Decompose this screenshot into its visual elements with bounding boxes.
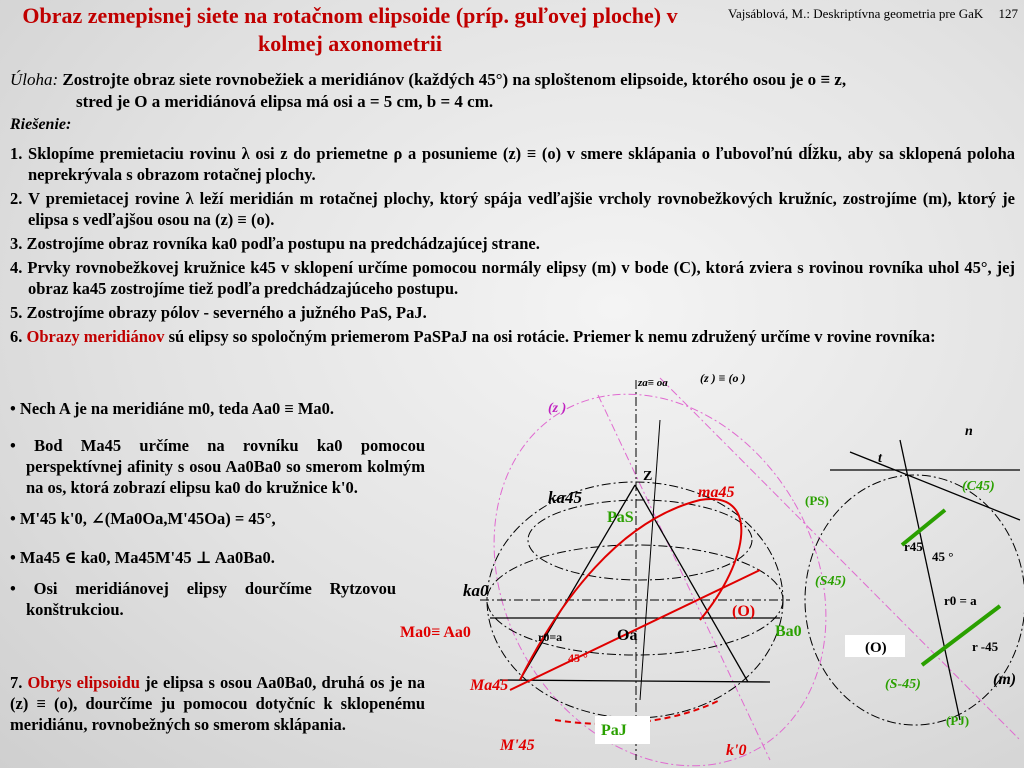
bullet-5: • Osi meridiánovej elipsy dourčíme Rytzovou konštrukciou. — [10, 579, 396, 619]
solid-lines — [490, 420, 1020, 720]
label-PJ-par: (PJ) — [946, 713, 970, 728]
outline-ellipses — [480, 380, 1024, 760]
bullet-1: • Nech A je na meridiáne m0, teda Aa0 ≡ Ma0. — [10, 399, 335, 418]
label-Ma45: Ma45 — [470, 677, 509, 694]
step-4: 4. Prvky rovnobežkovej kružnice k45 v sklopení určíme pomocou normály elipsy (m) v bode (C), ktorá zviera s rovinou rovníka uhol 45°, jej obraz ka45 zostrojíme tiež podľa predchádzajúceho postupu. — [10, 258, 1015, 298]
meridian-lines — [510, 499, 760, 724]
label-ka0: ka0 — [463, 581, 489, 600]
step-6-num: 6. — [10, 327, 27, 346]
label-angle45: 45 ° — [932, 549, 954, 564]
label-r45: r45 — [904, 539, 923, 554]
label-r0-eq-a: r0=a — [538, 630, 563, 644]
label-Oa: Oa — [617, 627, 638, 644]
label-ka45: ka45 — [548, 488, 582, 507]
label-angle45b: 45 ° — [568, 651, 588, 665]
label-O-par2: (O) — [865, 640, 887, 656]
label-M-prime-45: M'45 — [500, 737, 535, 754]
task-line-1: Zostrojte obraz siete rovnobežiek a meridiánov (každých 45°) na sploštenom elipsoide, ktorého osou je o ≡ z, — [62, 70, 847, 89]
page-number: 127 — [998, 6, 1018, 21]
label-m-par: (m) — [993, 671, 1017, 688]
step-2: 2. V premietacej rovine λ leží meridián m rotačnej plochy, ktorý spája vedľajšie vrcholy rovnobežkových kružníc, zostrojíme (m), ktorý je elipsa s vedľajšou osou na (z) ≡ (o). — [10, 189, 1015, 229]
task-line-2: stred je O a meridiánová elipsa má osi a = 5 cm, b = 4 cm. — [76, 92, 494, 111]
bullet-3: • M'45 k'0, ∠(Ma0Oa,M'45Oa) = 45°, — [10, 509, 276, 528]
step-3: 3. Zostrojíme obraz rovníka ka0 podľa postupu na predchádzajúcej strane. — [10, 234, 540, 253]
label-PaJ: PaJ — [601, 722, 627, 739]
solution-label: Riešenie: — [10, 116, 72, 133]
label-ma45: ma45 — [698, 484, 735, 501]
step-1: 1. Sklopíme premietaciu rovinu λ osi z do priemetne ρ a posunieme (z) ≡ (o) v smere sklápania o ľubovoľnú dĺžku, aby sa sklopená poloha neprekrývala s obrazom rotačnej plochy. — [10, 144, 1015, 184]
label-PS-par: (PS) — [805, 493, 829, 508]
diagram-labels — [400, 371, 1016, 759]
label-r0a: r0 = a — [944, 593, 977, 608]
label-n: n — [965, 424, 973, 439]
step-5: 5. Zostrojíme obrazy pólov - severného a južného PaS, PaJ. — [10, 303, 427, 322]
bullet-4: • Ma45 ∈ ka0, Ma45M'45 ⊥ Aa0Ba0. — [10, 548, 275, 567]
header-author: Vajsáblová, M.: Deskriptívna geometria pre GaK — [728, 6, 984, 21]
step-7-highlight: Obrys elipsoidu — [27, 673, 140, 692]
label-k-prime-0: k'0 — [726, 742, 747, 759]
label-C45: (C45) — [962, 479, 995, 494]
bullet-2: • Bod Ma45 určíme na rovníku ka0 pomocou perspektívnej afinity s osou Aa0Ba0 so smerom kolmým na os, ktorá zobrazí elipsu ka0 do kružnice k'0. — [10, 436, 425, 497]
step-7-rest: je elipsa s osou Aa0Ba0, druhá os je na (z) ≡ (o), dourčíme ju pomocou dotyčníc k sklopenému meridiánu, rovnobežných so smerom sklápania. — [10, 673, 425, 734]
label-S45: (S45) — [815, 574, 847, 589]
label-z-o: (z ) ≡ (o ) — [700, 371, 746, 385]
label-S-minus-45: (S-45) — [885, 677, 921, 692]
page-title: Obraz zemepisnej siete na rotačnom elipsoide (príp. guľovej ploche) v kolmej axonometrii — [22, 3, 678, 56]
label-r-minus-45: r -45 — [972, 639, 999, 654]
label-t: t — [878, 451, 882, 466]
step-6-rest: sú elipsy so spoločným priemerom PaSPaJ na osi rotácie. Priemer k nemu združený určíme v rovine rovníka: — [164, 327, 936, 346]
task-label: Úloha: — [10, 70, 59, 89]
label-z-par: (z ) — [548, 401, 567, 416]
label-Z: Z — [643, 469, 653, 484]
label-za-oa: za≡ oa — [638, 377, 668, 389]
label-PaS: PaS — [607, 509, 634, 526]
label-Ma0-Aa0: Ma0≡ Aa0 — [400, 624, 471, 641]
label-Ba0: Ba0 — [775, 623, 802, 640]
step-7-num: 7. — [10, 673, 28, 692]
step-6-highlight: Obrazy meridiánov — [26, 327, 165, 346]
label-O-par: (O) — [732, 603, 756, 620]
